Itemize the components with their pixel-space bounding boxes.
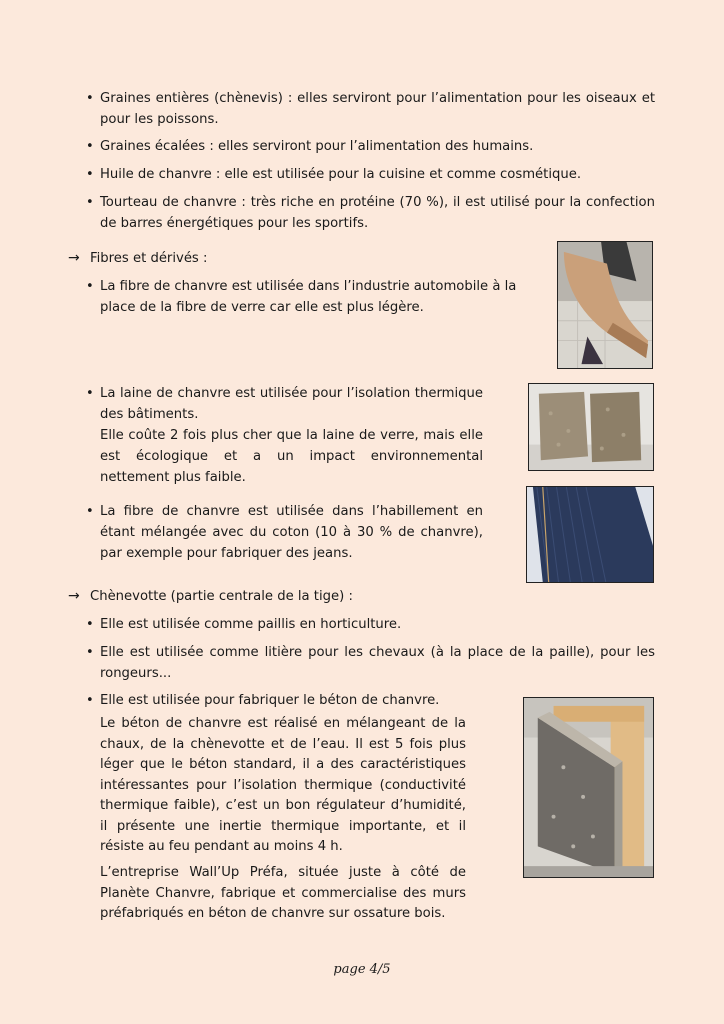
list-item: Huile de chanvre : elle est utilisée pour la cuisine et comme cosmétique. (100, 167, 582, 182)
section-heading-chenevotte: Chènevotte (partie centrale de la tige) : (90, 589, 353, 604)
hemp-wool-photo (528, 383, 654, 471)
bullet-icon: • (86, 139, 94, 154)
list-item: Tourteau de chanvre : très riche en protéine (70 %), il est utilisé pour la confection de barres énergétiques pour les sportifs. (100, 195, 655, 231)
paragraph: L’entreprise Wall’Up Préfa, située juste à côté de Planète Chanvre, fabrique et commercialise des murs préfabriqués en béton de chanvre sur ossature bois. (100, 865, 466, 921)
list-item: La fibre de chanvre est utilisée dans l’industrie automobile à la place de la fibre de verre car elle est plus légère. (100, 279, 517, 315)
car-interior-photo (557, 241, 653, 369)
list-item: La fibre de chanvre est utilisée dans l’habillement en étant mélangée avec du coton (10 à 30 % de chanvre), par exemple pour fabriquer des jeans. (100, 504, 483, 561)
bullet-icon: • (86, 386, 94, 401)
arrow-icon: → (68, 250, 80, 266)
list-item: La laine de chanvre est utilisée pour l’isolation thermique des bâtiments. (100, 386, 483, 422)
bullet-icon: • (86, 504, 94, 519)
list-item: Graines écalées : elles serviront pour l’alimentation des humains. (100, 139, 534, 154)
list-item: Elle est utilisée comme litière pour les chevaux (à la place de la paille), pour les rongeurs... (100, 645, 655, 681)
bullet-icon: • (86, 645, 94, 660)
paragraph: Le béton de chanvre est réalisé en mélangeant de la chaux, de la chènevotte et de l’eau. Il est 5 fois plus léger que le béton standard, il a des caractéristiques intéressantes pour l’isolation thermique (conductivité thermique faible), c’est un bon régulateur d’humidité, il présente une inertie thermique importante, et il résiste au feu pendant au moins 4 h. (100, 716, 466, 854)
bullet-icon: • (86, 693, 94, 708)
bullet-icon: • (86, 279, 94, 294)
jeans-photo (526, 486, 654, 583)
bullet-icon: • (86, 617, 94, 632)
section-heading-fibres: Fibres et dérivés : (90, 251, 208, 266)
page-number: page 4/5 (333, 962, 391, 977)
hemp-concrete-wall-photo (523, 697, 654, 878)
list-item: Graines entières (chènevis) : elles serviront pour l’alimentation pour les oiseaux et pour les poissons. (100, 91, 655, 127)
list-item: Elle est utilisée comme paillis en horticulture. (100, 617, 402, 632)
bullet-icon: • (86, 195, 94, 210)
arrow-icon: → (68, 588, 80, 604)
bullet-icon: • (86, 167, 94, 182)
list-item: Elle est utilisée pour fabriquer le béton de chanvre. (100, 693, 440, 708)
bullet-icon: • (86, 91, 94, 106)
paragraph: Elle coûte 2 fois plus cher que la laine de verre, mais elle est écologique et a un impact environnemental nettement plus faible. (100, 428, 483, 485)
